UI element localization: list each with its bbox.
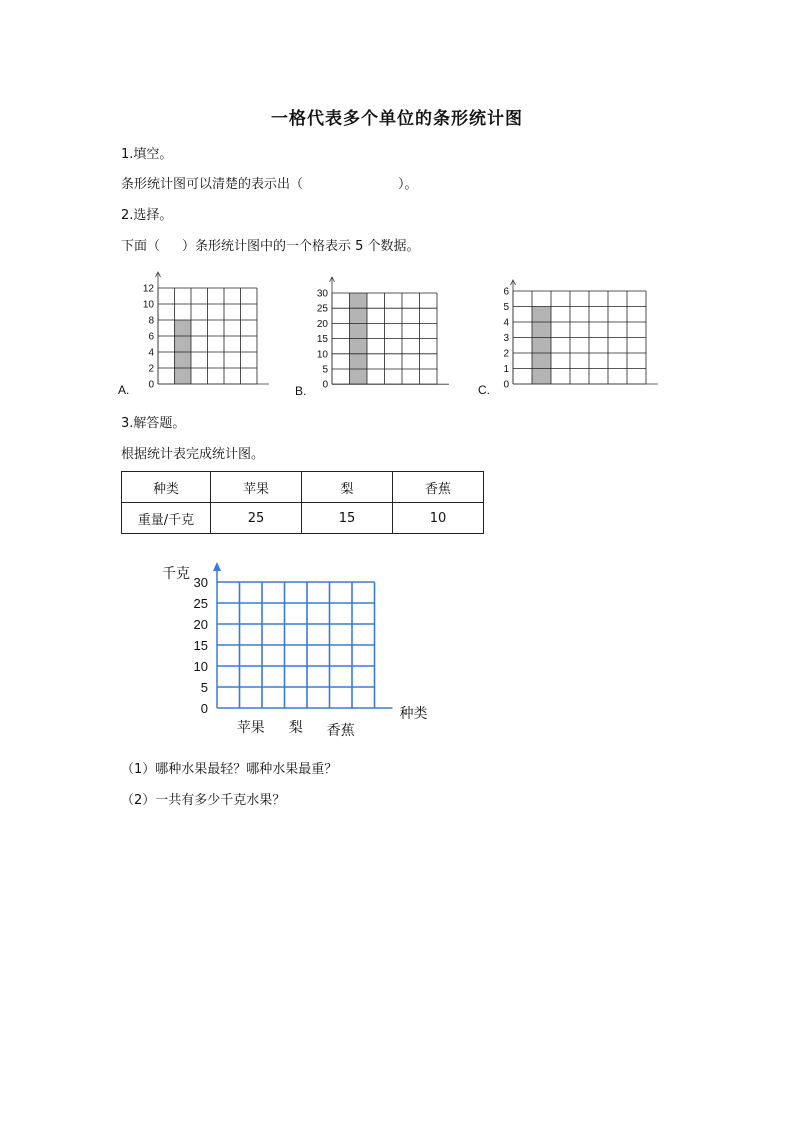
- tick-label: 30: [316, 288, 328, 300]
- q3-sub1: （1）哪种水果最轻？哪种水果最重？: [121, 762, 338, 777]
- table-header-cell: 香蕉: [393, 472, 484, 503]
- option-c-chart: [475, 280, 670, 402]
- option-label: A.: [118, 383, 130, 397]
- tick-label: 0: [148, 379, 154, 391]
- tick-label: 1: [503, 364, 509, 375]
- table-cell: 10: [393, 503, 484, 534]
- table-cell: 15: [302, 503, 393, 534]
- tick-label: 10: [142, 299, 154, 311]
- y-axis-label: 千克: [162, 565, 190, 581]
- tick-label: 0: [503, 379, 509, 391]
- table-row: [122, 503, 484, 534]
- q2-heading: 2.选择。: [121, 208, 173, 223]
- table-header-cell: 种类: [122, 472, 211, 503]
- y-axis-arrow: [213, 562, 221, 571]
- q3-heading: 3.解答题。: [121, 416, 186, 431]
- x-tick-label: 苹果: [236, 719, 265, 735]
- y-tick-label: 30: [193, 575, 208, 590]
- blank-bar-chart[interactable]: [150, 560, 450, 745]
- table-header-cell: 梨: [302, 472, 393, 503]
- q1-text-before: 条形统计图可以清楚的表示出（: [121, 177, 304, 192]
- option-a-chart: [118, 272, 298, 402]
- y-tick-label: 10: [193, 659, 208, 674]
- tick-label: 2: [148, 363, 154, 375]
- option-label: C.: [478, 383, 490, 397]
- table-header-row: [122, 472, 484, 503]
- q1-text-after: ）。: [398, 177, 418, 192]
- tick-label: 2: [503, 348, 509, 360]
- bar: [532, 307, 551, 385]
- tick-label: 5: [503, 302, 509, 313]
- tick-label: 10: [316, 349, 328, 361]
- tick-label: 4: [148, 347, 154, 359]
- tick-label: 3: [503, 333, 509, 344]
- y-tick-label: 25: [193, 596, 208, 611]
- tick-label: 0: [322, 379, 328, 391]
- q1-text: [121, 177, 418, 193]
- tick-label: 12: [142, 283, 154, 295]
- option-b-chart: [295, 277, 465, 402]
- q3-sub2: （2）一共有多少千克水果？: [121, 793, 286, 808]
- x-tick-label: 香蕉: [326, 722, 355, 738]
- y-tick-label: 20: [193, 617, 208, 632]
- tick-label: 5: [322, 364, 328, 376]
- tick-label: 6: [503, 286, 509, 298]
- q2-text-before: 下面（: [121, 239, 161, 254]
- table-row-label: 重量/千克: [122, 503, 211, 534]
- option-label: B.: [295, 384, 307, 398]
- data-table: [121, 471, 484, 534]
- q1-heading: 1.填空。: [121, 147, 173, 162]
- table-cell: 25: [211, 503, 302, 534]
- tick-label: 8: [148, 315, 154, 327]
- page-title: 一格代表多个单位的条形统计图: [271, 109, 523, 129]
- x-tick-label: 梨: [288, 719, 303, 735]
- x-axis-label: 种类: [399, 705, 428, 721]
- q3-instruction: 根据统计表完成统计图。: [121, 447, 265, 462]
- y-tick-label: 5: [200, 680, 208, 695]
- tick-label: 15: [316, 334, 328, 346]
- tick-label: 6: [148, 331, 154, 343]
- tick-label: 20: [316, 318, 328, 330]
- y-tick-label: 0: [200, 701, 208, 716]
- y-tick-label: 15: [193, 638, 208, 653]
- q2-text-after: ）条形统计图中的一个格表示 5 个数据。: [182, 239, 420, 254]
- tick-label: 25: [316, 303, 328, 315]
- q2-text: [121, 239, 420, 255]
- tick-label: 4: [503, 317, 509, 329]
- table-header-cell: 苹果: [211, 472, 302, 503]
